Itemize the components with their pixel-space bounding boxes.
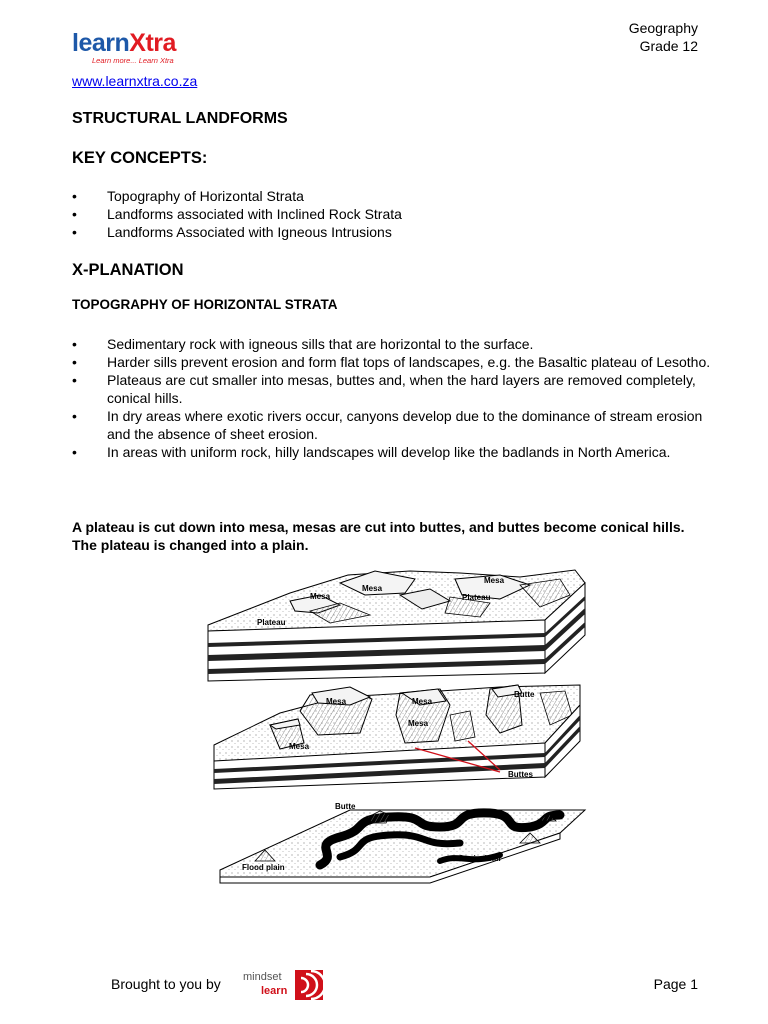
sound-wave-icon [295, 970, 325, 1000]
logo-wordmark [72, 30, 202, 56]
label-mesa-top-3: Mesa [484, 576, 505, 585]
website-link[interactable]: www.learnxtra.co.za [72, 73, 198, 89]
label-plateau-top-1: Plateau [462, 593, 491, 602]
grade-label: Grade 12 [639, 38, 698, 54]
explanation-item: • Plateaus are cut smaller into mesas, buttes and, when the hard layers are removed completely, conical hills. [72, 371, 712, 407]
explanation-list [72, 335, 712, 461]
label-mesa-mid-2: Mesa [412, 697, 433, 706]
label-flood-plain: Flood plain [242, 863, 285, 872]
key-concept-item: • Topography of Horizontal Strata [72, 187, 712, 205]
key-concept-item: • Landforms associated with Inclined Rock Strata [72, 205, 712, 223]
label-plateau-top-2: Plateau [257, 618, 286, 627]
summary-statement: A plateau is cut down into mesa, mesas are cut into buttes, and buttes become conical hills. The plateau is changed into a plain. [72, 519, 685, 553]
brought-to-you-by: Brought to you by [111, 976, 221, 992]
explanation-item: • Sedimentary rock with igneous sills that are horizontal to the surface. [72, 335, 712, 353]
landform-diagram [200, 565, 590, 885]
subject-label: Geography [628, 20, 698, 36]
label-mesa-mid-4: Mesa [289, 742, 310, 751]
logo-learn: learn [72, 29, 130, 57]
label-conical-hill: Conical hill [458, 854, 501, 863]
explanation-item: • In areas with uniform rock, hilly landscapes will develop like the badlands in North America. [72, 443, 712, 461]
topography-subheading: TOPOGRAPHY OF HORIZONTAL STRATA [72, 297, 338, 312]
label-buttes-mid: Buttes [508, 770, 533, 779]
logo-tagline: Learn more... Learn Xtra [92, 56, 174, 65]
key-concept-item: • Landforms Associated with Igneous Intrusions [72, 223, 712, 241]
learnxtra-logo [72, 30, 202, 70]
explanation-item: • Harder sills prevent erosion and form flat tops of landscapes, e.g. the Basaltic plateau of Lesotho. [72, 353, 712, 371]
label-butte-bottom: Butte [335, 802, 356, 811]
label-mesa-top-1: Mesa [362, 584, 383, 593]
label-mesa-mid-1: Mesa [326, 697, 347, 706]
label-mesa-top-2: Mesa [310, 592, 331, 601]
mindset-wordmark: mindset [243, 971, 282, 983]
label-mesa-mid-3: Mesa [408, 719, 429, 728]
page-title: STRUCTURAL LANDFORMS [72, 110, 288, 127]
label-butte-mid: Butte [514, 690, 535, 699]
page-number: Page 1 [653, 976, 698, 992]
explanation-item: • In dry areas where exotic rivers occur, canyons develop due to the dominance of stream erosion and the absence of sheet erosion. [72, 407, 712, 443]
learn-wordmark: learn [261, 985, 288, 997]
key-concepts-list [72, 187, 712, 241]
logo-xtra: Xtra [129, 29, 176, 57]
subject-grade [629, 19, 698, 55]
mindset-learn-logo [243, 964, 333, 1004]
key-concepts-heading: KEY CONCEPTS: [72, 149, 208, 167]
xplanation-heading: X-PLANATION [72, 261, 184, 279]
block-plain [220, 810, 585, 883]
